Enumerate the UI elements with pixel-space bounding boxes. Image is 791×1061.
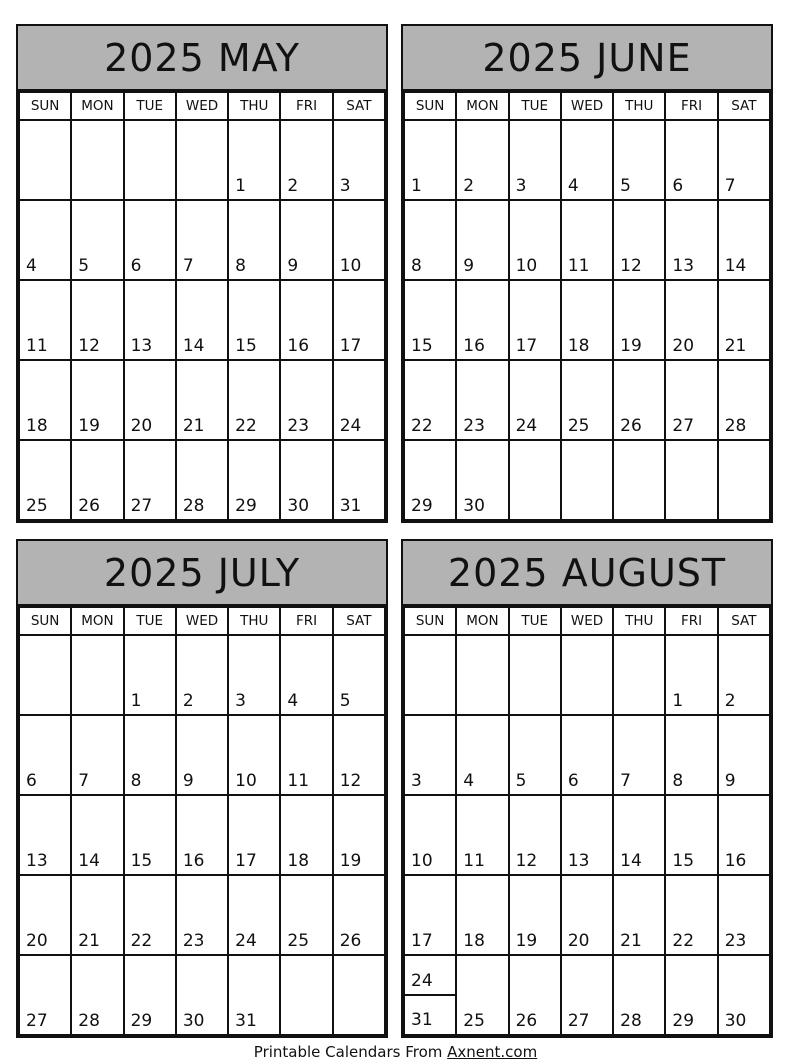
date-cell-empty	[71, 120, 123, 200]
date-cell-2: 2	[718, 635, 770, 715]
date-cell-empty	[176, 120, 228, 200]
date-cell-25: 25	[19, 440, 71, 520]
week-row-4	[19, 875, 385, 955]
date-cell-8: 8	[124, 715, 176, 795]
week-row-2	[19, 200, 385, 280]
date-cell-20: 20	[124, 360, 176, 440]
date-cell-31: 31	[333, 440, 385, 520]
date-cell-28: 28	[718, 360, 770, 440]
week-row-1	[19, 635, 385, 715]
date-cell-3: 3	[333, 120, 385, 200]
date-cell-18: 18	[19, 360, 71, 440]
calendar-title-july-2025: 2025 JULY	[18, 541, 386, 606]
week-row-3	[19, 795, 385, 875]
date-cell-25: 25	[456, 955, 508, 1035]
date-cell-6: 6	[19, 715, 71, 795]
day-header-fri: FRI	[665, 607, 717, 635]
calendar-table-june-2025	[403, 91, 771, 521]
date-cell-2: 2	[176, 635, 228, 715]
date-cell-5: 5	[333, 635, 385, 715]
week-row-3	[19, 280, 385, 360]
date-cell-empty	[333, 955, 385, 1035]
date-cell-10: 10	[509, 200, 561, 280]
date-cell-11: 11	[280, 715, 332, 795]
date-cell-23: 23	[176, 875, 228, 955]
calendar-august-2025	[401, 539, 773, 1038]
date-cell-4: 4	[456, 715, 508, 795]
date-cell-10: 10	[404, 795, 456, 875]
date-cell-empty	[19, 635, 71, 715]
day-header-wed: WED	[176, 607, 228, 635]
footer-credit	[0, 1043, 791, 1061]
day-header-sat: SAT	[718, 92, 770, 120]
date-cell-11: 11	[561, 200, 613, 280]
week-row-1	[19, 120, 385, 200]
date-cell-bottom-31: 31	[411, 1010, 433, 1030]
date-cell-30: 30	[280, 440, 332, 520]
date-cell-empty	[71, 635, 123, 715]
day-header-fri: FRI	[280, 607, 332, 635]
date-cell-17: 17	[333, 280, 385, 360]
date-cell-26: 26	[613, 360, 665, 440]
day-header-thu: THU	[613, 607, 665, 635]
date-cell-25: 25	[280, 875, 332, 955]
calendar-table-may-2025	[18, 91, 386, 521]
date-cell-15: 15	[228, 280, 280, 360]
date-cell-empty	[456, 635, 508, 715]
date-cell-19: 19	[71, 360, 123, 440]
week-row-5	[19, 440, 385, 520]
date-cell-10: 10	[333, 200, 385, 280]
day-header-row	[404, 607, 770, 635]
date-cell-12: 12	[71, 280, 123, 360]
date-cell-17: 17	[228, 795, 280, 875]
day-header-thu: THU	[228, 92, 280, 120]
date-cell-26: 26	[509, 955, 561, 1035]
day-header-row	[404, 92, 770, 120]
week-row-2	[19, 715, 385, 795]
date-cell-empty	[561, 635, 613, 715]
split-cell-wrap	[405, 956, 455, 1033]
date-cell-23: 23	[718, 875, 770, 955]
date-cell-3: 3	[228, 635, 280, 715]
date-cell-top-24: 24	[405, 956, 455, 996]
date-cell-29: 29	[228, 440, 280, 520]
date-cell-14: 14	[613, 795, 665, 875]
date-cell-4: 4	[280, 635, 332, 715]
week-row-4	[19, 360, 385, 440]
calendar-title-june-2025: 2025 JUNE	[403, 26, 771, 91]
date-cell-empty	[509, 440, 561, 520]
date-cell-22: 22	[124, 875, 176, 955]
date-cell-1: 1	[665, 635, 717, 715]
date-cell-31: 31	[228, 955, 280, 1035]
date-cell-23: 23	[456, 360, 508, 440]
date-cell-split-august-2025	[404, 955, 456, 1035]
footer-link[interactable]: Axnent.com	[447, 1043, 538, 1061]
date-cell-16: 16	[176, 795, 228, 875]
date-cell-21: 21	[613, 875, 665, 955]
date-cell-19: 19	[509, 875, 561, 955]
date-cell-7: 7	[71, 715, 123, 795]
date-cell-24: 24	[333, 360, 385, 440]
day-header-mon: MON	[456, 92, 508, 120]
day-header-tue: TUE	[124, 607, 176, 635]
day-header-sat: SAT	[718, 607, 770, 635]
date-cell-21: 21	[176, 360, 228, 440]
date-cell-1: 1	[124, 635, 176, 715]
day-header-sun: SUN	[19, 92, 71, 120]
week-row-2	[404, 200, 770, 280]
calendar-title-may-2025: 2025 MAY	[18, 26, 386, 91]
day-header-fri: FRI	[665, 92, 717, 120]
date-cell-empty	[718, 440, 770, 520]
week-row-1	[404, 120, 770, 200]
date-cell-15: 15	[124, 795, 176, 875]
date-cell-27: 27	[665, 360, 717, 440]
date-cell-29: 29	[404, 440, 456, 520]
day-header-mon: MON	[456, 607, 508, 635]
date-cell-9: 9	[718, 715, 770, 795]
date-cell-6: 6	[561, 715, 613, 795]
date-cell-20: 20	[19, 875, 71, 955]
week-row-3	[404, 795, 770, 875]
date-cell-11: 11	[456, 795, 508, 875]
date-cell-8: 8	[228, 200, 280, 280]
week-row-2	[404, 715, 770, 795]
date-cell-empty	[665, 440, 717, 520]
date-cell-8: 8	[404, 200, 456, 280]
date-cell-1: 1	[228, 120, 280, 200]
date-cell-29: 29	[665, 955, 717, 1035]
date-cell-27: 27	[19, 955, 71, 1035]
calendar-table-july-2025	[18, 606, 386, 1036]
date-cell-empty	[19, 120, 71, 200]
day-header-fri: FRI	[280, 92, 332, 120]
day-header-row	[19, 607, 385, 635]
day-header-mon: MON	[71, 92, 123, 120]
date-cell-16: 16	[456, 280, 508, 360]
date-cell-14: 14	[71, 795, 123, 875]
date-cell-9: 9	[176, 715, 228, 795]
date-cell-empty	[509, 635, 561, 715]
date-cell-2: 2	[280, 120, 332, 200]
day-header-sun: SUN	[404, 607, 456, 635]
date-cell-empty	[404, 635, 456, 715]
date-cell-2: 2	[456, 120, 508, 200]
date-cell-6: 6	[124, 200, 176, 280]
date-cell-16: 16	[718, 795, 770, 875]
date-cell-30: 30	[718, 955, 770, 1035]
date-cell-3: 3	[404, 715, 456, 795]
date-cell-21: 21	[71, 875, 123, 955]
day-header-sun: SUN	[19, 607, 71, 635]
date-cell-empty	[561, 440, 613, 520]
calendar-table-august-2025	[403, 606, 771, 1036]
week-row-3	[404, 280, 770, 360]
day-header-row	[19, 92, 385, 120]
date-cell-14: 14	[718, 200, 770, 280]
date-cell-18: 18	[280, 795, 332, 875]
day-header-tue: TUE	[509, 92, 561, 120]
date-cell-23: 23	[280, 360, 332, 440]
date-cell-13: 13	[561, 795, 613, 875]
date-cell-22: 22	[228, 360, 280, 440]
date-cell-26: 26	[333, 875, 385, 955]
date-cell-empty	[124, 120, 176, 200]
date-cell-7: 7	[613, 715, 665, 795]
date-cell-22: 22	[404, 360, 456, 440]
date-cell-14: 14	[176, 280, 228, 360]
date-cell-7: 7	[176, 200, 228, 280]
date-cell-29: 29	[124, 955, 176, 1035]
date-cell-20: 20	[665, 280, 717, 360]
date-cell-1: 1	[404, 120, 456, 200]
date-cell-3: 3	[509, 120, 561, 200]
date-cell-18: 18	[561, 280, 613, 360]
date-cell-19: 19	[613, 280, 665, 360]
week-row-4	[404, 875, 770, 955]
day-header-wed: WED	[561, 607, 613, 635]
date-cell-empty	[613, 440, 665, 520]
date-cell-12: 12	[509, 795, 561, 875]
date-cell-9: 9	[280, 200, 332, 280]
date-cell-15: 15	[404, 280, 456, 360]
date-cell-30: 30	[456, 440, 508, 520]
date-cell-27: 27	[561, 955, 613, 1035]
date-cell-9: 9	[456, 200, 508, 280]
date-cell-10: 10	[228, 715, 280, 795]
date-cell-22: 22	[665, 875, 717, 955]
date-cell-6: 6	[665, 120, 717, 200]
day-header-sun: SUN	[404, 92, 456, 120]
date-cell-5: 5	[509, 715, 561, 795]
calendar-may-2025	[16, 24, 388, 523]
date-cell-18: 18	[456, 875, 508, 955]
date-cell-16: 16	[280, 280, 332, 360]
day-header-sat: SAT	[333, 607, 385, 635]
calendar-july-2025	[16, 539, 388, 1038]
date-cell-20: 20	[561, 875, 613, 955]
day-header-thu: THU	[613, 92, 665, 120]
day-header-thu: THU	[228, 607, 280, 635]
week-row-1	[404, 635, 770, 715]
date-cell-11: 11	[19, 280, 71, 360]
date-cell-30: 30	[176, 955, 228, 1035]
date-cell-empty	[613, 635, 665, 715]
date-cell-24: 24	[509, 360, 561, 440]
date-cell-28: 28	[176, 440, 228, 520]
date-cell-12: 12	[333, 715, 385, 795]
date-cell-8: 8	[665, 715, 717, 795]
date-cell-13: 13	[665, 200, 717, 280]
week-row-4	[404, 360, 770, 440]
week-row-5	[404, 440, 770, 520]
week-row-5	[19, 955, 385, 1035]
week-row-5	[404, 955, 770, 1035]
date-cell-13: 13	[19, 795, 71, 875]
day-header-tue: TUE	[509, 607, 561, 635]
day-header-sat: SAT	[333, 92, 385, 120]
date-cell-25: 25	[561, 360, 613, 440]
date-cell-5: 5	[71, 200, 123, 280]
date-cell-24: 24	[228, 875, 280, 955]
calendar-june-2025	[401, 24, 773, 523]
day-header-tue: TUE	[124, 92, 176, 120]
date-cell-27: 27	[124, 440, 176, 520]
date-cell-12: 12	[613, 200, 665, 280]
date-cell-5: 5	[613, 120, 665, 200]
date-cell-26: 26	[71, 440, 123, 520]
day-header-mon: MON	[71, 607, 123, 635]
footer-text: Printable Calendars From	[253, 1043, 448, 1061]
date-cell-15: 15	[665, 795, 717, 875]
date-cell-17: 17	[404, 875, 456, 955]
date-cell-4: 4	[19, 200, 71, 280]
date-cell-4: 4	[561, 120, 613, 200]
date-cell-empty	[280, 955, 332, 1035]
date-cell-19: 19	[333, 795, 385, 875]
date-cell-7: 7	[718, 120, 770, 200]
date-cell-13: 13	[124, 280, 176, 360]
date-cell-28: 28	[613, 955, 665, 1035]
calendar-title-august-2025: 2025 AUGUST	[403, 541, 771, 606]
date-cell-17: 17	[509, 280, 561, 360]
date-cell-28: 28	[71, 955, 123, 1035]
day-header-wed: WED	[561, 92, 613, 120]
day-header-wed: WED	[176, 92, 228, 120]
date-cell-21: 21	[718, 280, 770, 360]
